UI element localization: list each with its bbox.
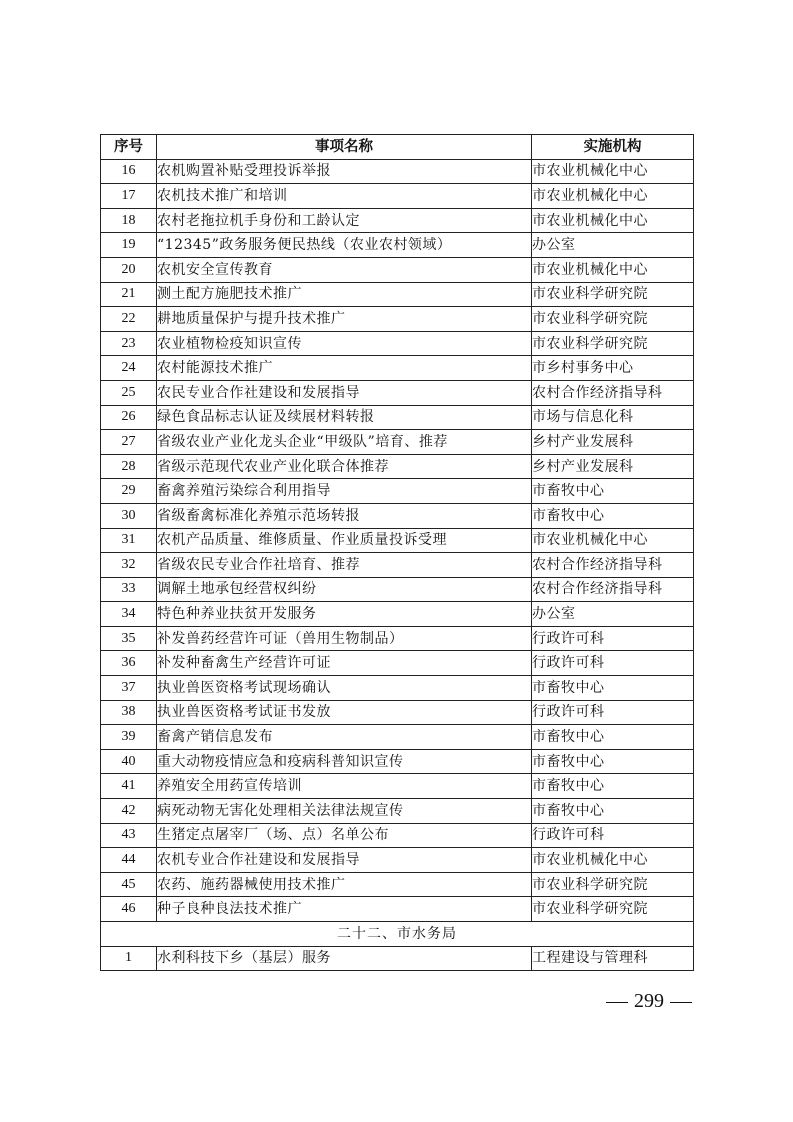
row-item-name-cell: 耕地质量保护与提升技术推广 (157, 307, 532, 332)
row-item-name-cell: 重大动物疫情应急和疫病科普知识宣传 (157, 749, 532, 774)
row-seq-cell: 37 (101, 676, 157, 701)
table-row (101, 528, 694, 553)
row-item-name-cell: 绿色食品标志认证及续展材料转报 (157, 405, 532, 430)
service-items-table (100, 134, 694, 971)
table-row (101, 159, 694, 184)
row-agency-cell: 办公室 (532, 602, 694, 627)
row-item-name-cell: “12345”政务服务便民热线（农业农村领域） (157, 233, 532, 258)
table-row (101, 823, 694, 848)
header-item-name: 事项名称 (157, 135, 532, 160)
row-seq-cell: 45 (101, 872, 157, 897)
table-row (101, 749, 694, 774)
row-item-name-cell: 农机产品质量、维修质量、作业质量投诉受理 (157, 528, 532, 553)
row-seq-cell: 32 (101, 553, 157, 578)
page-number-value: 299 (634, 990, 664, 1012)
row-agency-cell: 市农业科学研究院 (532, 282, 694, 307)
row-seq-cell: 36 (101, 651, 157, 676)
row-seq-cell: 34 (101, 602, 157, 627)
table-row (101, 725, 694, 750)
table-row (101, 946, 694, 971)
table-row (101, 774, 694, 799)
table-row (101, 331, 694, 356)
row-seq-cell: 22 (101, 307, 157, 332)
row-item-name-cell: 农民专业合作社建设和发展指导 (157, 380, 532, 405)
row-seq-cell: 33 (101, 577, 157, 602)
header-implementing-agency: 实施机构 (532, 135, 694, 160)
row-item-name-cell: 补发种畜禽生产经营许可证 (157, 651, 532, 676)
row-seq-cell: 44 (101, 848, 157, 873)
row-seq-cell: 26 (101, 405, 157, 430)
row-seq-cell: 24 (101, 356, 157, 381)
row-item-name-cell: 病死动物无害化处理相关法律法规宣传 (157, 799, 532, 824)
row-item-name-cell: 执业兽医资格考试现场确认 (157, 676, 532, 701)
table-header-row (101, 135, 694, 160)
row-item-name-cell: 畜禽养殖污染综合利用指导 (157, 479, 532, 504)
row-agency-cell: 办公室 (532, 233, 694, 258)
row-seq-cell: 30 (101, 503, 157, 528)
row-item-name-cell: 测土配方施肥技术推广 (157, 282, 532, 307)
row-item-name-cell: 农村老拖拉机手身份和工龄认定 (157, 208, 532, 233)
page-number (600, 990, 720, 1013)
row-agency-cell: 乡村产业发展科 (532, 430, 694, 455)
row-agency-cell: 市农业科学研究院 (532, 897, 694, 922)
row-agency-cell: 市农业机械化中心 (532, 528, 694, 553)
table-row (101, 430, 694, 455)
row-agency-cell: 市农业科学研究院 (532, 307, 694, 332)
row-seq-cell: 38 (101, 700, 157, 725)
table-row (101, 848, 694, 873)
table-body (101, 159, 694, 971)
row-seq-cell: 18 (101, 208, 157, 233)
row-agency-cell: 行政许可科 (532, 823, 694, 848)
row-agency-cell: 行政许可科 (532, 651, 694, 676)
table-row (101, 380, 694, 405)
row-seq-cell: 43 (101, 823, 157, 848)
row-item-name-cell: 省级畜禽标准化养殖示范场转报 (157, 503, 532, 528)
table-row (101, 676, 694, 701)
table-row (101, 799, 694, 824)
row-seq-cell: 29 (101, 479, 157, 504)
row-agency-cell: 行政许可科 (532, 700, 694, 725)
row-seq-cell: 17 (101, 184, 157, 209)
row-agency-cell: 市畜牧中心 (532, 676, 694, 701)
table-row (101, 454, 694, 479)
section-title: 二十二、市水务局 (101, 922, 694, 947)
row-agency-cell: 市农业机械化中心 (532, 184, 694, 209)
row-item-name-cell: 补发兽药经营许可证（兽用生物制品） (157, 626, 532, 651)
page-number-dash-left (606, 1002, 628, 1004)
table-row (101, 208, 694, 233)
row-agency-cell: 市农业机械化中心 (532, 848, 694, 873)
table-row (101, 405, 694, 430)
row-item-name-cell: 调解土地承包经营权纠纷 (157, 577, 532, 602)
row-seq-cell: 20 (101, 257, 157, 282)
row-item-name-cell: 农业植物检疫知识宣传 (157, 331, 532, 356)
row-agency-cell: 市畜牧中心 (532, 774, 694, 799)
row-seq-cell: 27 (101, 430, 157, 455)
row-agency-cell: 市畜牧中心 (532, 503, 694, 528)
row-agency-cell: 市农业机械化中心 (532, 159, 694, 184)
row-agency-cell: 市畜牧中心 (532, 749, 694, 774)
section-header-row (101, 922, 694, 947)
table-row (101, 602, 694, 627)
row-seq-cell: 23 (101, 331, 157, 356)
row-seq-cell: 28 (101, 454, 157, 479)
table-row (101, 553, 694, 578)
row-seq-cell: 21 (101, 282, 157, 307)
table-row (101, 282, 694, 307)
row-item-name-cell: 养殖安全用药宣传培训 (157, 774, 532, 799)
row-item-name-cell: 执业兽医资格考试证书发放 (157, 700, 532, 725)
row-seq-cell: 31 (101, 528, 157, 553)
row-agency-cell: 市场与信息化科 (532, 405, 694, 430)
row-item-name-cell: 农村能源技术推广 (157, 356, 532, 381)
row-agency-cell: 市畜牧中心 (532, 479, 694, 504)
row-item-name-cell: 农药、施药器械使用技术推广 (157, 872, 532, 897)
row-agency-cell: 市农业科学研究院 (532, 331, 694, 356)
row-agency-cell: 行政许可科 (532, 626, 694, 651)
row-agency-cell: 农村合作经济指导科 (532, 553, 694, 578)
table-row (101, 872, 694, 897)
table-row (101, 233, 694, 258)
row-agency-cell: 市农业机械化中心 (532, 257, 694, 282)
page-number-dash-right (670, 1002, 692, 1004)
table-row (101, 257, 694, 282)
row-seq-cell: 25 (101, 380, 157, 405)
row-seq-cell: 46 (101, 897, 157, 922)
row-seq-cell: 1 (101, 946, 157, 971)
row-seq-cell: 40 (101, 749, 157, 774)
row-agency-cell: 工程建设与管理科 (532, 946, 694, 971)
row-agency-cell: 市畜牧中心 (532, 799, 694, 824)
row-seq-cell: 19 (101, 233, 157, 258)
row-seq-cell: 41 (101, 774, 157, 799)
row-item-name-cell: 省级农民专业合作社培育、推荐 (157, 553, 532, 578)
row-agency-cell: 市畜牧中心 (532, 725, 694, 750)
row-item-name-cell: 农机购置补贴受理投诉举报 (157, 159, 532, 184)
table-row (101, 700, 694, 725)
row-item-name-cell: 农机专业合作社建设和发展指导 (157, 848, 532, 873)
table-row (101, 184, 694, 209)
table-row (101, 577, 694, 602)
row-agency-cell: 农村合作经济指导科 (532, 380, 694, 405)
row-item-name-cell: 农机安全宣传教育 (157, 257, 532, 282)
row-seq-cell: 16 (101, 159, 157, 184)
row-item-name-cell: 水利科技下乡（基层）服务 (157, 946, 532, 971)
table-row (101, 626, 694, 651)
table-row (101, 651, 694, 676)
row-item-name-cell: 特色种养业扶贫开发服务 (157, 602, 532, 627)
row-item-name-cell: 生猪定点屠宰厂（场、点）名单公布 (157, 823, 532, 848)
row-agency-cell: 农村合作经济指导科 (532, 577, 694, 602)
row-agency-cell: 市农业科学研究院 (532, 872, 694, 897)
row-agency-cell: 市农业机械化中心 (532, 208, 694, 233)
row-item-name-cell: 省级示范现代农业产业化联合体推荐 (157, 454, 532, 479)
table-row (101, 503, 694, 528)
row-agency-cell: 市乡村事务中心 (532, 356, 694, 381)
row-item-name-cell: 农机技术推广和培训 (157, 184, 532, 209)
table-row (101, 479, 694, 504)
row-seq-cell: 42 (101, 799, 157, 824)
row-seq-cell: 35 (101, 626, 157, 651)
row-item-name-cell: 种子良种良法技术推广 (157, 897, 532, 922)
table-row (101, 307, 694, 332)
row-item-name-cell: 畜禽产销信息发布 (157, 725, 532, 750)
row-agency-cell: 乡村产业发展科 (532, 454, 694, 479)
table-row (101, 897, 694, 922)
table-row (101, 356, 694, 381)
header-seq: 序号 (101, 135, 157, 160)
row-item-name-cell: 省级农业产业化龙头企业“甲级队”培育、推荐 (157, 430, 532, 455)
row-seq-cell: 39 (101, 725, 157, 750)
